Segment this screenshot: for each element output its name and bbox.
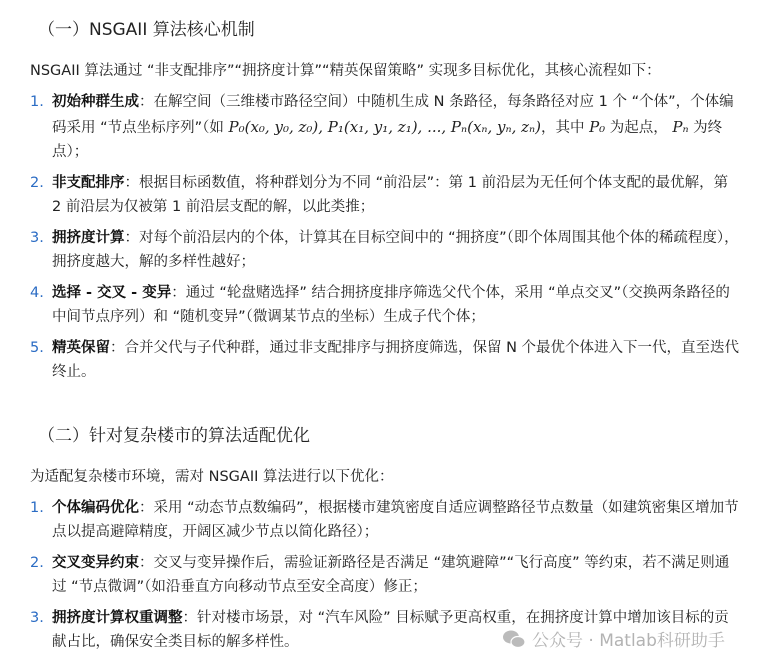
section1-intro: NSGAII 算法通过 “非支配排序”“拥挤度计算”“精英保留策略” 实现多目标优化，其核心流程如下： [30, 63, 661, 79]
formula: P₀(x₀, y₀, z₀), P₁(x₁, y₁, z₁), ..., Pₙ(xₙ, yₙ, zₙ) [228, 117, 541, 136]
item-label: 初始种群生成 [52, 94, 139, 110]
item-number: 1. [30, 94, 44, 110]
item-text: ：根据目标函数值，将种群划分为不同 “前沿层”：第 1 前沿层为无任何个体支配的最优解，第 2 前沿层为仅被第 1 前沿层支配的解，以此类推； [52, 174, 729, 215]
item-text: ：采用 “动态节点数编码”，根据楼市建筑密度自适应调整路径节点数量（如建筑密集区增加节点以提高避障精度，开阔区减少节点以简化路径）； [52, 499, 739, 540]
wechat-icon [502, 629, 526, 649]
item-text: ：对每个前沿层内的个体，计算其在目标空间中的 “拥挤度”（即个体周围其他个体的稀疏程度），拥挤度越大，解的多样性越好； [52, 229, 739, 270]
item-label: 拥挤度计算权重调整 [52, 609, 183, 626]
item-label: 拥挤度计算 [52, 229, 125, 246]
list-item [30, 551, 740, 600]
watermark-text: 公众号 · Matlab科研助手 [532, 631, 725, 651]
formula: P₀ [589, 117, 606, 136]
item-text: ：合并父代与子代种群，通过非支配排序与拥挤度筛选，保留 N 个最优个体进入下一代，直至迭代终止。 [52, 339, 740, 380]
item-label: 选择 - 交叉 - 变异 [52, 284, 172, 301]
item-label: 交叉变异约束 [52, 554, 139, 571]
section2-intro: 为适配复杂楼市环境，需对 NSGAII 算法进行以下优化： [30, 468, 394, 485]
item-label: 个体编码优化 [52, 499, 139, 516]
list-item [30, 336, 740, 385]
item-label: 非支配排序 [52, 174, 125, 191]
section2-heading: （二）针对复杂楼市的算法适配优化 [38, 425, 310, 446]
list-item [30, 496, 740, 545]
item-text: ：在解空间（三维楼市路径空间）中随机生成 N 条路径，每条路径对应 1 个 “个体”，个体编码采用 “节点坐标序列”（如 [52, 94, 734, 136]
item-number: 3. [30, 229, 44, 246]
item-number: 3. [30, 609, 44, 626]
section1-heading: （一）NSGAII 算法核心机制 [38, 20, 255, 40]
item-text: ：针对楼市场景，对 “汽车风险” 目标赋予更高权重，在拥挤度计算中增加该目标的贡献占比，确保安全类目标的解多样性。 [52, 609, 729, 650]
item-text: 为终点）； [52, 119, 723, 160]
section1-list [30, 90, 740, 385]
list-item [30, 281, 740, 330]
list-item [30, 171, 740, 220]
item-text: ，其中 [540, 119, 590, 136]
item-number: 1. [30, 499, 44, 516]
item-number: 2. [30, 554, 44, 571]
item-label: 精英保留 [52, 339, 110, 356]
list-item [30, 90, 740, 165]
watermark [502, 626, 725, 651]
item-number: 5. [30, 339, 44, 356]
item-number: 4. [30, 284, 44, 301]
list-item [30, 226, 740, 275]
item-text: 为起点， [605, 119, 673, 136]
item-text: ：通过 “轮盘赌选择” 结合拥挤度排序筛选父代个体，采用 “单点交叉”（交换两条路径的中间节点序列）和 “随机变异”（微调某节点的坐标）生成子代个体； [52, 284, 730, 325]
formula: Pₙ [672, 117, 689, 136]
item-text: ：交叉与变异操作后，需验证新路径是否满足 “建筑避障”“飞行高度” 等约束，若不满足则通过 “节点微调”（如沿垂直方向移动节点至安全高度）修正； [52, 554, 730, 595]
item-number: 2. [30, 174, 44, 191]
